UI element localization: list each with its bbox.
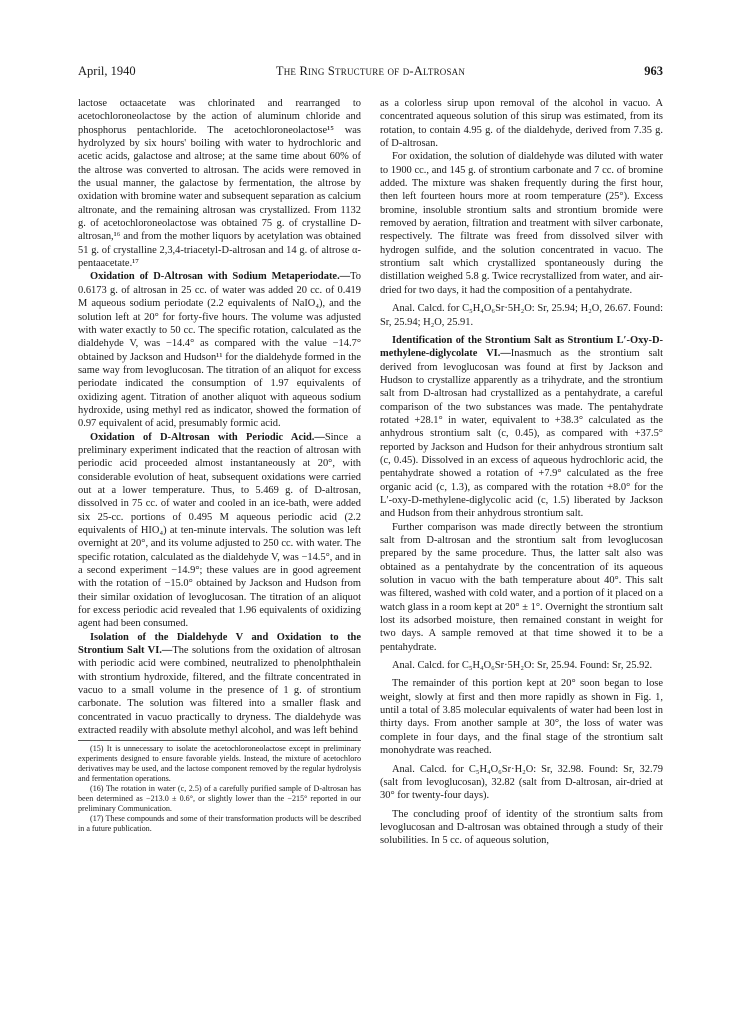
- running-head: [78, 62, 663, 80]
- paragraph: as a colorless sirup upon removal of the alcohol in vacuo. A concentrated aqueous solution of this sirup was estimated, from its rotation, to contain 4.95 g. of the dialdehyde, derived from 7.35 g. of D-altrosan.: [380, 98, 663, 150]
- section-oxidation-periodic-acid: [78, 431, 361, 631]
- paragraph: The remainder of this portion kept at 20° soon began to lose weight, slowly at first and then more rapidly as shown in Fig. 1, until a total of 3.85 molecular equivalents of water had been lost in thirty days. From another sample at 30°, the loss of water was complete in four days, and the final stage of the strontium salt monohydrate was reached.: [380, 678, 663, 757]
- section-body: Since a preliminary experiment indicated that the reaction of altrosan with periodic acid proceeded almost instantaneously at 20°, with considerable evolution of heat, subsequent oxidations were carried out at a lower temperature. Thus, to 5.469 g. of D-altrosan, dissolved in 75 cc. of water and cooled in an ice-bath, were added six 25-cc. portions of 0.495 M aqueous periodic acid (2.2 equivalents of HIO₄) at ten-minute intervals. The solution was left overnight at 20°, and its volume adjusted to 250 cc. with water. The specific rotation, calculated as the dialdehyde V, was −14.5°, and in a second experiment −14.9°; these values are in good agreement with the rotation of −15.0° obtained by Jackson and Hudson from their similar oxidation of levoglucosan. The titration of an aliquot for excess periodic acid revealed that 1.96 equivalents of oxidizing agent had been consumed.: [78, 431, 361, 630]
- section-isolation-dialdehyde: [78, 631, 361, 738]
- analysis-line: Anal. Calcd. for C₅H₄O₆Sr·5H₂O: Sr, 25.94. Found: Sr, 25.92.: [392, 660, 653, 672]
- page-number: 963: [644, 64, 663, 78]
- section-heading: Isolation of the Dialdehyde V and Oxidation to the Strontium Salt VI.—: [78, 631, 361, 657]
- right-column: [380, 97, 663, 848]
- section-identification-strontium-salt: [380, 334, 663, 521]
- paragraph: lactose octaacetate was chlorinated and rearranged to acetochloroneolactose by the action of aluminum chloride and phosphorus pentachloride. The acetochloroneolactose¹⁵ was hydrolyzed by six hours' boiling with water to hydrochloric and acetic acids, galactose and altrose; at the same time about 60% of the altrose was converted to altrosan. The acids were removed in the usual manner, the galactose by fermentation, the altrose by oxidation with bromine water and subsequent separation as calcium altronate, and the remaining altrosan was crystallized. From 1132 g. of acetochloroneolactose was obtained 75 g. of crystalline D-altrosan,¹⁶ and from the mother liquors by acetylation was obtained 51 g. of crystalline 2,3,4-triacetyl-D-altrosan and 14 g. of altrose α-pentaacetate.¹⁷: [78, 98, 361, 270]
- section-heading: Oxidation of D-Altrosan with Periodic Acid.—: [90, 431, 325, 443]
- analysis-line: Anal. Calcd. for C₅H₄O₆Sr·5H₂O: Sr, 25.94; H₂O, 26.67. Found: Sr, 25.94; H₂O, 25.91.: [380, 303, 663, 328]
- section-heading: Identification of the Strontium Salt as Strontium L′-Oxy-D-methylene-diglycolate VI.—: [380, 334, 663, 360]
- running-title: The Ring Structure of d-Altrosan: [275, 64, 466, 78]
- footnote-rule: [78, 740, 361, 741]
- paragraph: Further comparison was made directly between the strontium salt from D-altrosan and the strontium salt from levoglucosan prepared by the same procedure. Thus, the latter salt also was obtained as a pentahydrate by the concentration of its aqueous solution in vacuo with the bath temperature about 40°. This salt was filtered, washed with cold water, and a portion of it placed on a watch glass in a room kept at 20° ± 1°. Overnight the strontium salt lost its adsorbed moisture, then remained constant in weight for two days. A sample removed at that time showed it to be a pentahydrate.: [380, 521, 663, 653]
- section-oxidation-metaperiodate: [78, 270, 361, 430]
- section-body: Inasmuch as the strontium salt derived from levoglucosan was found at first by Jackson and Hudson to crystallize apparently as a trihydrate, and the strontium salt from D-altrosan had crystallized as a pentahydrate, a careful comparison of the two substances was made. The pentahydrate rotated +28.1° in water, equivalent to +38.3° calculated as the anhydrous strontium salt (c, 0.45), as compared with +37.5° reported by Jackson and Hudson for their anhydrous strontium salt (c, 0.45). Dissolved in an excess of aqueous hydrochloric acid, the pentahydrate showed a rotation of +7.9° calculated as the free organic acid (c, 1.3), as compared with the rotation +8.0° for the L′-oxy-D-methylene-diglycolic acid (c, 1.5) liberated by Jackson and Hudson from their anhydrous strontium salt.: [380, 348, 663, 520]
- footnote-15: (15) It is unnecessary to isolate the acetochloroneolactose except in preliminary experiments designed to ensure favorable yields. Instead, the mixture of acetochloro derivatives may be used, and the lactose component removed by the regular hydrolysis and fermentation operations.: [78, 743, 361, 783]
- section-heading: Oxidation of D-Altrosan with Sodium Metaperiodate.—: [90, 271, 351, 283]
- paragraph: For oxidation, the solution of dialdehyde was diluted with water to 1900 cc., and 145 g. of strontium carbonate and 7 cc. of bromine added. The mixture was shaken frequently during the first hour, then left fourteen hours more at room temperature (25°). Excess bromine, insoluble strontium salts and strontium bromide were removed by aeration, filtration and treatment with silver carbonate, respectively. The filtrate was freed from dissolved silver with hydrogen sulfide, and the solution concentrated in vacuo. The strontium salt which crystallized spontaneously during the distillation weighed 5.8 g. Twice recrystallized from water, and air-dried for two days, it had the composition of a pentahydrate.: [380, 151, 663, 296]
- paragraph: The concluding proof of identity of the strontium salts from levoglucosan and D-altrosan was obtained through a study of their solubilities. In 5 cc. of aqueous solution,: [380, 808, 663, 847]
- analysis-line: Anal. Calcd. for C₅H₄O₆Sr·H₂O: Sr, 32.98. Found: Sr, 32.79 (salt from levoglucosan), 32.82 (salt from D-altrosan, air-dried at 30° for twenty-four days).: [380, 763, 663, 802]
- left-column: [78, 97, 361, 834]
- footnote-16: (16) The rotation in water (c, 2.5) of a carefully purified sample of D-altrosan has been determined as −213.0 ± 0.6°, or slightly lower than the −215° reported in our preliminary Communication.: [78, 783, 361, 814]
- issue-date: April, 1940: [78, 64, 136, 78]
- section-body: To 0.6173 g. of altrosan in 25 cc. of water was added 20 cc. of 0.419 M aqueous sodium periodate (2.2 equivalents of NaIO₄), and the solution left at 20° for forty-five hours. The volume was adjusted with water exactly to 50 cc. The specific rotation, calculated as the dialdehyde V, was −14.4° as compared with the value −14.7° obtained by Jackson and Hudson¹¹ for the dialdehyde formed in the same way from levoglucosan. The titration of an aliquot for excess periodate indicated the consumption of 1.97 equivalents of oxidizing agent. Titration of another aliquot with aqueous sodium hydroxide, using methyl red as indicator, showed the formation of 0.97 equivalent of acid, presumably formic acid.: [78, 271, 361, 430]
- section-body: The solutions from the oxidation of altrosan with periodic acid were combined, neutralized to phenolphthalein with strontium hydroxide, filtered, and the filtrate concentrated in vacuo to a small volume in the presence of 1 g. of strontium carbonate. The solution was filtered into a smaller flask and concentrated in vacuo practically to dryness. The dialdehyde was extracted readily with absolute methyl alcohol, and was left behind: [78, 645, 361, 737]
- footnote-17: (17) These compounds and some of their transformation products will be described in a future publication.: [78, 814, 361, 834]
